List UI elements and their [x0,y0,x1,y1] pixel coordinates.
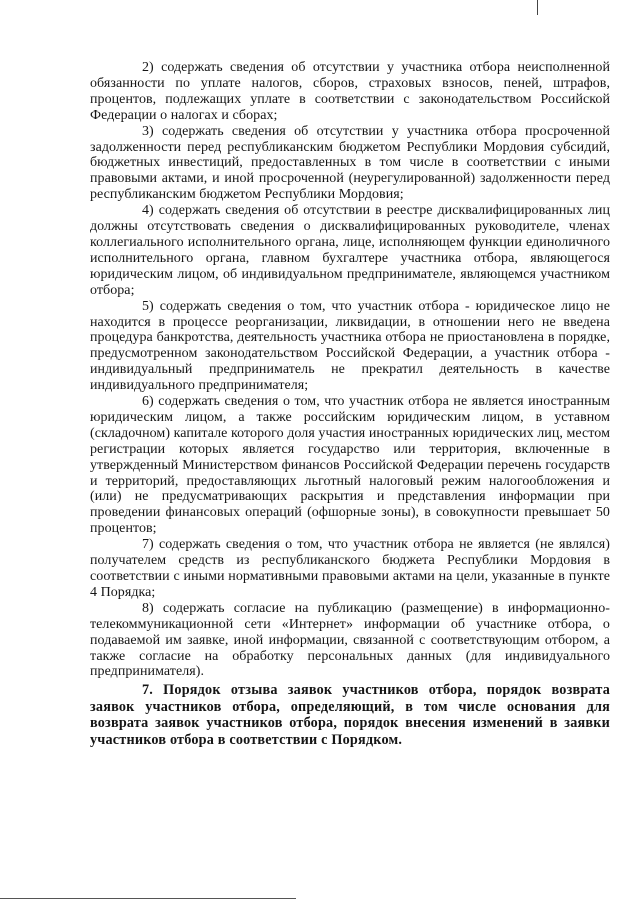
paragraph-item-4: 4) содержать сведения об отсутствии в реестре дисквалифицированных лиц должны отсутствовать сведения о дисквалифицированных руководителе, членах коллегиального исполнительного органа, лице, исполняющем функции единоличного исполнительного органа, главном бухгалтере участника отбора, являющегося юридическим лицом, об индивидуальном предпринимателе, являющемся участником отбора; [90,203,610,298]
paragraph-item-6: 6) содержать сведения о том, что участник отбора не является иностранным юридическим лицом, а также российским юридическим лицом, в уставном (складочном) капитале которого доля участия иностранных юридических лиц, местом регистрации которых является государство или территория, включенные в утвержденный Министерством финансов Российской Федерации перечень государств и территорий, предоставляющих льготный налоговый режим налогообложения и (или) не предусматривающих раскрытия и представления информации при проведении финансовых операций (офшорные зоны), в совокупности превышает 50 процентов; [90,394,610,537]
paragraph-item-8: 8) содержать согласие на публикацию (размещение) в информационно-телекоммуникационной сети «Интернет» информации об участнике отбора, о подаваемой им заявке, иной информации, связанной с соответствующим отбором, а также согласие на обработку персональных данных (для индивидуального предпринимателя). [90,600,610,680]
paragraph-item-7: 7) содержать сведения о том, что участник отбора не является (не являлся) получателем средств из республиканского бюджета Республики Мордовия в соответствии с иными нормативными правовыми актами на цели, указанные в пункте 4 Порядка; [90,537,610,600]
footnote-divider [0,898,296,899]
document-body [90,60,610,748]
paragraph-item-2: 2) содержать сведения об отсутствии у участника отбора неисполненной обязанности по уплате налогов, сборов, страховых взносов, пеней, штрафов, процентов, подлежащих уплате в соответствии с законодательством Российской Федерации о налогах и сборах; [90,60,610,123]
page-edge-mark [537,0,538,15]
paragraph-item-3: 3) содержать сведения об отсутствии у участника отбора просроченной задолженности перед республиканским бюджетом Республики Мордовия субсидий, бюджетных инвестиций, предоставленных в том числе в соответствии с иными правовыми актами, и иной просроченной (неурегулированной) задолженности перед республиканским бюджетом Республики Мордовия; [90,123,610,203]
paragraph-item-5: 5) содержать сведения о том, что участник отбора - юридическое лицо не находится в процессе реорганизации, ликвидации, в отношении него не введена процедура банкротства, деятельность участника отбора не приостановлена в порядке, предусмотренном законодательством Российской Федерации, а участник отбора - индивидуальный предприниматель не прекратил деятельность в качестве индивидуального предпринимателя; [90,298,610,394]
section-heading: 7. Порядок отзыва заявок участников отбора, порядок возврата заявок участников отбора, определяющий, в том числе основания для возврата заявок участников отбора, порядок внесения изменений в заявки участников отбора в соответствии с Порядком. [90,682,610,748]
